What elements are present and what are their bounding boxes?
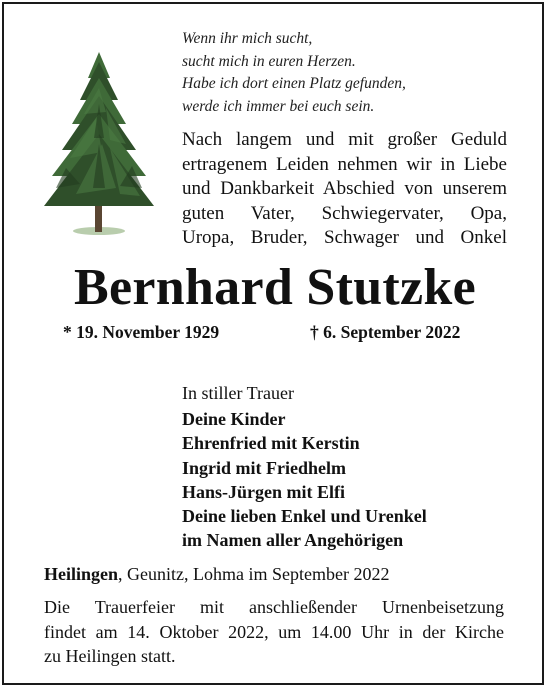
service-notice xyxy=(44,595,504,669)
place-date-line xyxy=(44,562,389,586)
fir-tree-image xyxy=(36,48,162,238)
intro-text xyxy=(182,128,507,251)
poem xyxy=(182,28,406,118)
deceased-name: Bernhard Stutzke xyxy=(73,259,477,316)
poem-line: Wenn ihr mich sucht, xyxy=(182,30,313,47)
mourning-lead: In stiller Trauer xyxy=(182,383,294,403)
place-rest: , Geunitz, Lohma im September 2022 xyxy=(118,564,390,584)
intro-line: Uropa, Bruder, Schwager und Onkel xyxy=(182,227,507,248)
family-member: Deine Kinder xyxy=(182,409,286,430)
place-town: Heilingen xyxy=(44,564,119,584)
family-member: Hans-Jürgen mit Elfi xyxy=(182,481,346,502)
intro-line: guten Vater, Schwiegervater, Opa, xyxy=(182,202,507,224)
family-member: im Namen aller Angehörigen xyxy=(182,530,404,551)
family-list xyxy=(182,407,427,552)
intro-line: Nach langem und mit großer Geduld xyxy=(182,129,507,150)
death-date: † 6. September 2022 xyxy=(310,322,461,342)
family-member: Ehrenfried mit Kerstin xyxy=(182,433,360,454)
family-member: Ingrid mit Friedhelm xyxy=(182,457,346,478)
family-member: Deine lieben Enkel und Urenkel xyxy=(182,506,427,527)
birth-date: * 19. November 1929 xyxy=(63,322,220,342)
intro-line: und Dankbarkeit Abschied von unserem xyxy=(182,178,507,199)
poem-line: Habe ich dort einen Platz gefunden, xyxy=(182,75,406,92)
mourning-block xyxy=(182,381,427,552)
service-line: Die Trauerfeier mit anschließender Urnenbeisetzung xyxy=(44,597,504,617)
service-line: zu Heilingen statt. xyxy=(44,646,176,666)
poem-line: sucht mich in euren Herzen. xyxy=(182,52,356,70)
poem-line: werde ich immer bei euch sein. xyxy=(182,97,375,115)
service-line: findet am 14. Oktober 2022, um 14.00 Uhr in der Kirche xyxy=(44,621,504,642)
intro-line: ertragenem Leiden nehmen wir in Liebe xyxy=(182,153,507,175)
